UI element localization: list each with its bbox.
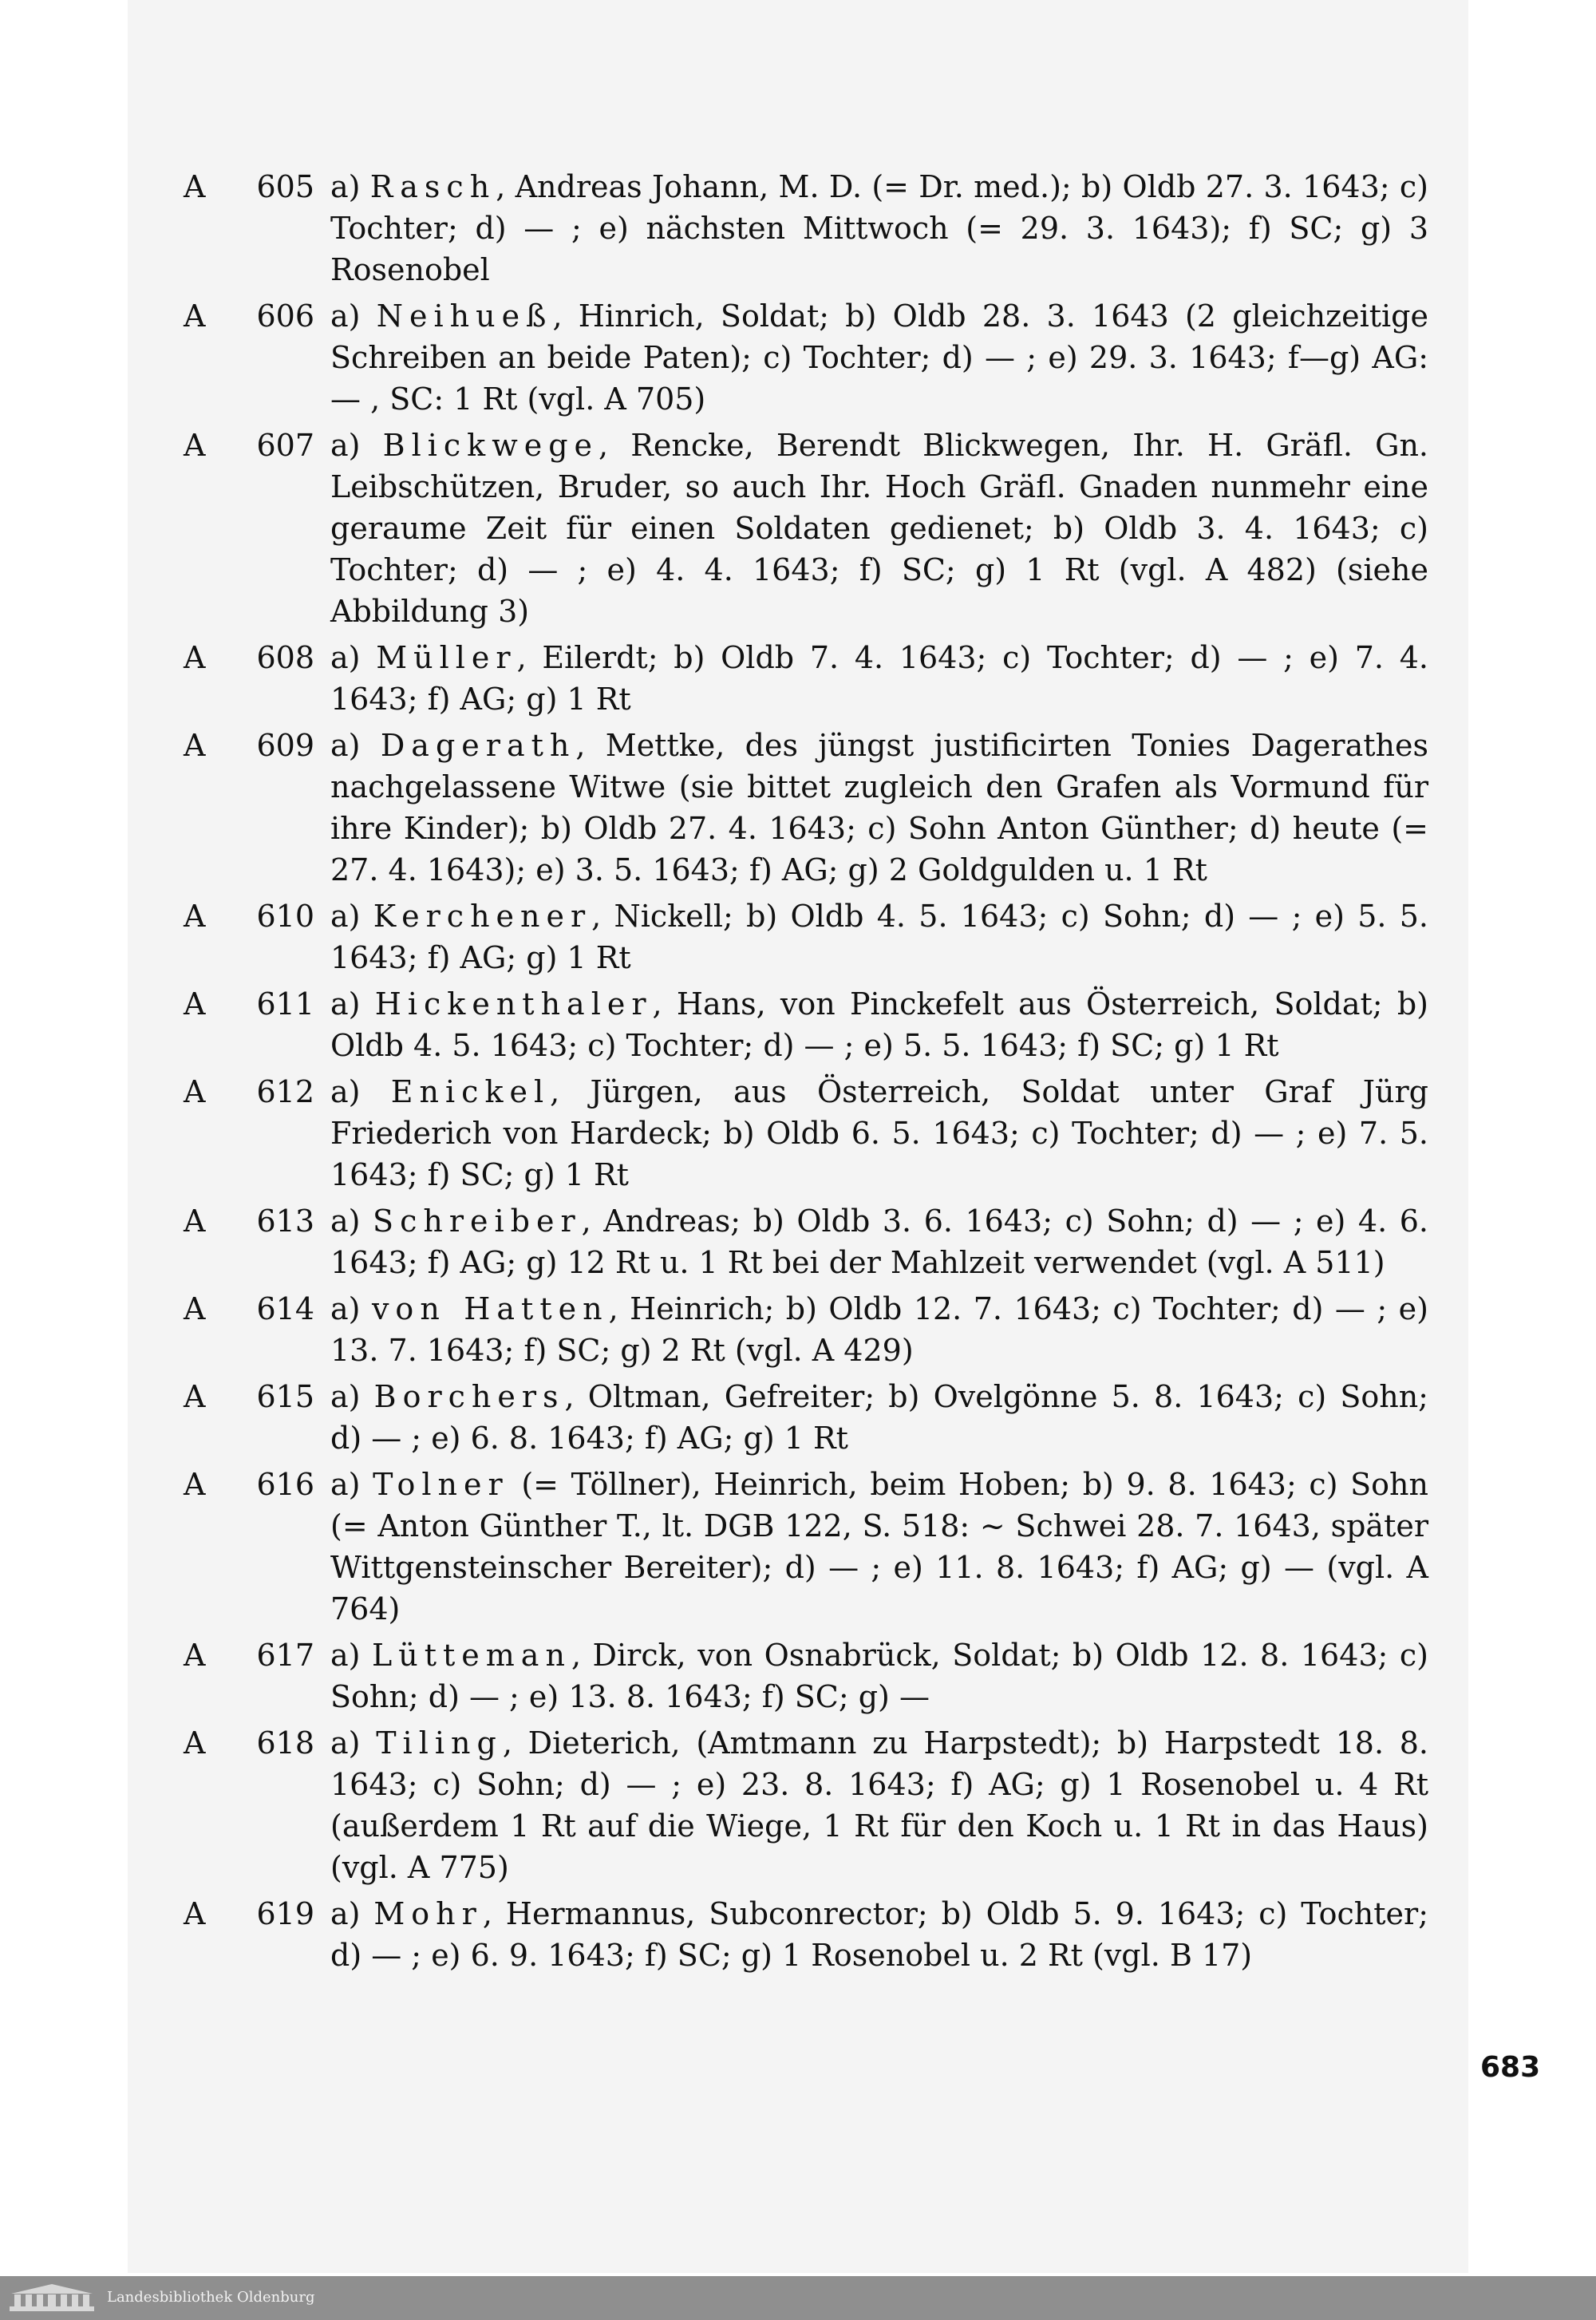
footer-label: Landesbibliothek Oldenburg xyxy=(107,2289,315,2306)
entry-prefix: A xyxy=(184,1638,206,1673)
entry xyxy=(184,425,1428,632)
page-number: 683 xyxy=(1480,2051,1541,2084)
entry-prefix: A xyxy=(184,1291,206,1326)
entry-details: , Nickell; b) Oldb 4. 5. 1643; c) Sohn; d) — ; e) 5. 5. 1643; f) AG; g) 1 Rt xyxy=(330,899,1428,975)
entry-text xyxy=(330,1722,1428,1888)
entry-number: 619 xyxy=(256,1896,314,1931)
entry xyxy=(184,1722,1428,1888)
entry-name: Neihueß xyxy=(376,298,553,334)
entry-marker: a) xyxy=(330,1896,361,1931)
entry-number: 614 xyxy=(256,1291,314,1326)
entry-text xyxy=(330,637,1428,720)
entry-number: 612 xyxy=(256,1074,314,1109)
entry-text xyxy=(330,1376,1428,1459)
entry-prefix: A xyxy=(184,1203,206,1239)
entry-text xyxy=(330,895,1428,978)
entry-number: 615 xyxy=(256,1379,314,1414)
entry-details: , Andreas; b) Oldb 3. 6. 1643; c) Sohn; d) — ; e) 4. 6. 1643; f) AG; g) 12 Rt u. 1 Rt bei der Mahlzeit verwendet (vgl. A 511) xyxy=(330,1203,1428,1280)
entry-prefix: A xyxy=(184,1896,206,1931)
entry-name: Lütteman xyxy=(372,1638,571,1673)
entry-name: Hickenthaler xyxy=(374,986,653,1022)
entry-text xyxy=(330,1893,1428,1976)
entry-text xyxy=(330,1634,1428,1717)
entry-number: 605 xyxy=(256,169,314,204)
entry-prefix: A xyxy=(184,298,206,334)
entry xyxy=(184,166,1428,290)
entry-prefix: A xyxy=(184,986,206,1022)
entry xyxy=(184,725,1428,891)
entry-name: von Hatten xyxy=(371,1291,609,1326)
entry-prefix: A xyxy=(184,1379,206,1414)
entry-name: Müller xyxy=(376,640,517,675)
entry-name: Mohr xyxy=(373,1896,483,1931)
entry-text xyxy=(330,425,1428,632)
entry-marker: a) xyxy=(330,298,361,334)
entry-prefix: A xyxy=(184,428,206,463)
entry xyxy=(184,1893,1428,1976)
entry xyxy=(184,1200,1428,1283)
entry-text xyxy=(330,1071,1428,1196)
entry-details: (= Töllner), Heinrich, beim Hoben; b) 9. 8. 1643; c) Sohn (= Anton Günther T., lt. DGB 122, S. 518: ~ Schwei 28. 7. 1643, später Wittgensteinscher Bereiter); d) — ; e) 11. 8. 1643; f) AG; g) — (vgl. A 764) xyxy=(330,1467,1428,1626)
entry-text xyxy=(330,725,1428,891)
entry-prefix: A xyxy=(184,169,206,204)
entry-marker: a) xyxy=(330,1467,361,1502)
footer-bar xyxy=(0,2276,1596,2320)
entry-details: , Heinrich; b) Oldb 12. 7. 1643; c) Tochter; d) — ; e) 13. 7. 1643; f) SC; g) 2 Rt (vgl. A 429) xyxy=(330,1291,1428,1368)
entry-number: 608 xyxy=(256,640,314,675)
entry-marker: a) xyxy=(330,1725,361,1761)
entry-details: , Hans, von Pinckefelt aus Österreich, Soldat; b) Oldb 4. 5. 1643; c) Tochter; d) — ; e) 5. 5. 1643; f) SC; g) 1 Rt xyxy=(330,986,1428,1063)
entry-text xyxy=(330,1464,1428,1630)
entry-marker: a) xyxy=(330,1291,361,1326)
entry xyxy=(184,295,1428,420)
library-building-icon xyxy=(8,2282,96,2313)
entry-marker: a) xyxy=(330,1074,361,1109)
entry-prefix: A xyxy=(184,728,206,763)
entry xyxy=(184,983,1428,1066)
entry-number: 618 xyxy=(256,1725,314,1761)
entry-text xyxy=(330,983,1428,1066)
entry-details: , Rencke, Berendt Blickwegen, Ihr. H. Gräfl. Gn. Leibschützen, Bruder, so auch Ihr. Hoch Gräfl. Gnaden nunmehr eine geraume Zeit für einen Soldaten gedienet; b) Oldb 3. 4. 1643; c) Tochter; d) — ; e) 4. 4. 1643; f) SC; g) 1 Rt (vgl. A 482) (siehe Abbildung 3) xyxy=(330,428,1428,629)
entry-details: , Eilerdt; b) Oldb 7. 4. 1643; c) Tochter; d) — ; e) 7. 4. 1643; f) AG; g) 1 Rt xyxy=(330,640,1428,717)
entry-details: , Mettke, des jüngst justificirten Tonies Dagerathes nachgelassene Witwe (sie bittet zugleich den Grafen als Vormund für ihre Kinder); b) Oldb 27. 4. 1643; c) Sohn Anton Günther; d) heute (= 27. 4. 1643); e) 3. 5. 1643; f) AG; g) 2 Goldgulden u. 1 Rt xyxy=(330,728,1428,887)
entry-marker: a) xyxy=(330,169,361,204)
entry-name: Rasch xyxy=(369,169,496,204)
entry-text xyxy=(330,1200,1428,1283)
entry-marker: a) xyxy=(330,1638,361,1673)
entry xyxy=(184,1376,1428,1459)
entry-name: Tiling xyxy=(376,1725,503,1761)
entry-text xyxy=(330,166,1428,290)
entry-details: , Jürgen, aus Österreich, Soldat unter Graf Jürg Friederich von Hardeck; b) Oldb 6. 5. 1643; c) Tochter; d) — ; e) 7. 5. 1643; f) SC; g) 1 Rt xyxy=(330,1074,1428,1192)
entry-prefix: A xyxy=(184,1467,206,1502)
entry-details: , Hinrich, Soldat; b) Oldb 28. 3. 1643 (2 gleichzeitige Schreiben an beide Paten); c) Tochter; d) — ; e) 29. 3. 1643; f—g) AG: — , SC: 1 Rt (vgl. A 705) xyxy=(330,298,1428,417)
entry xyxy=(184,1288,1428,1371)
entry-number: 609 xyxy=(256,728,314,763)
entry-details: , Dirck, von Osnabrück, Soldat; b) Oldb 12. 8. 1643; c) Sohn; d) — ; e) 13. 8. 1643; f) SC; g) — xyxy=(330,1638,1428,1714)
entry-number: 607 xyxy=(256,428,314,463)
document-page xyxy=(128,0,1541,2273)
entry-number: 613 xyxy=(256,1203,314,1239)
entry-name: Kerchener xyxy=(373,899,592,934)
entry-prefix: A xyxy=(184,1074,206,1109)
entry-list xyxy=(184,166,1428,1981)
entry-number: 617 xyxy=(256,1638,314,1673)
entry-name: Blickwege xyxy=(382,428,599,463)
entry-prefix: A xyxy=(184,1725,206,1761)
entry-details: , Hermannus, Subconrector; b) Oldb 5. 9. 1643; c) Tochter; d) — ; e) 6. 9. 1643; f) SC; g) 1 Rosenobel u. 2 Rt (vgl. B 17) xyxy=(330,1896,1428,1973)
entry-marker: a) xyxy=(330,728,361,763)
entry-name: Dagerath xyxy=(380,728,576,763)
entry xyxy=(184,895,1428,978)
entry-name: Enickel xyxy=(390,1074,551,1109)
entry xyxy=(184,637,1428,720)
entry-details: , Andreas Johann, M. D. (= Dr. med.); b) Oldb 27. 3. 1643; c) Tochter; d) — ; e) nächsten Mittwoch (= 29. 3. 1643); f) SC; g) 3 Rosenobel xyxy=(330,169,1428,287)
entry-details: , Dieterich, (Amtmann zu Harpstedt); b) Harpstedt 18. 8. 1643; c) Sohn; d) — ; e) 23. 8. 1643; f) AG; g) 1 Rosenobel u. 4 Rt (außerdem 1 Rt auf die Wiege, 1 Rt für den Koch u. 1 Rt in das Haus) (vgl. A 775) xyxy=(330,1725,1428,1885)
entry-marker: a) xyxy=(330,1379,361,1414)
entry-name: Schreiber xyxy=(373,1203,582,1239)
entry-text xyxy=(330,1288,1428,1371)
entry-marker: a) xyxy=(330,986,361,1022)
entry xyxy=(184,1464,1428,1630)
entry-text xyxy=(330,295,1428,420)
entry-marker: a) xyxy=(330,428,361,463)
entry-marker: a) xyxy=(330,1203,361,1239)
entry-marker: a) xyxy=(330,899,361,934)
entry-number: 616 xyxy=(256,1467,314,1502)
entry-prefix: A xyxy=(184,899,206,934)
entry xyxy=(184,1634,1428,1717)
entry-name: Borchers xyxy=(373,1379,565,1414)
entry-prefix: A xyxy=(184,640,206,675)
entry-number: 606 xyxy=(256,298,314,334)
entry xyxy=(184,1071,1428,1196)
entry-number: 610 xyxy=(256,899,314,934)
entry-marker: a) xyxy=(330,640,361,675)
entry-number: 611 xyxy=(256,986,314,1022)
entry-name: Tolner xyxy=(373,1467,509,1502)
entry-details: , Oltman, Gefreiter; b) Ovelgönne 5. 8. 1643; c) Sohn; d) — ; e) 6. 8. 1643; f) AG; g) 1 Rt xyxy=(330,1379,1428,1456)
